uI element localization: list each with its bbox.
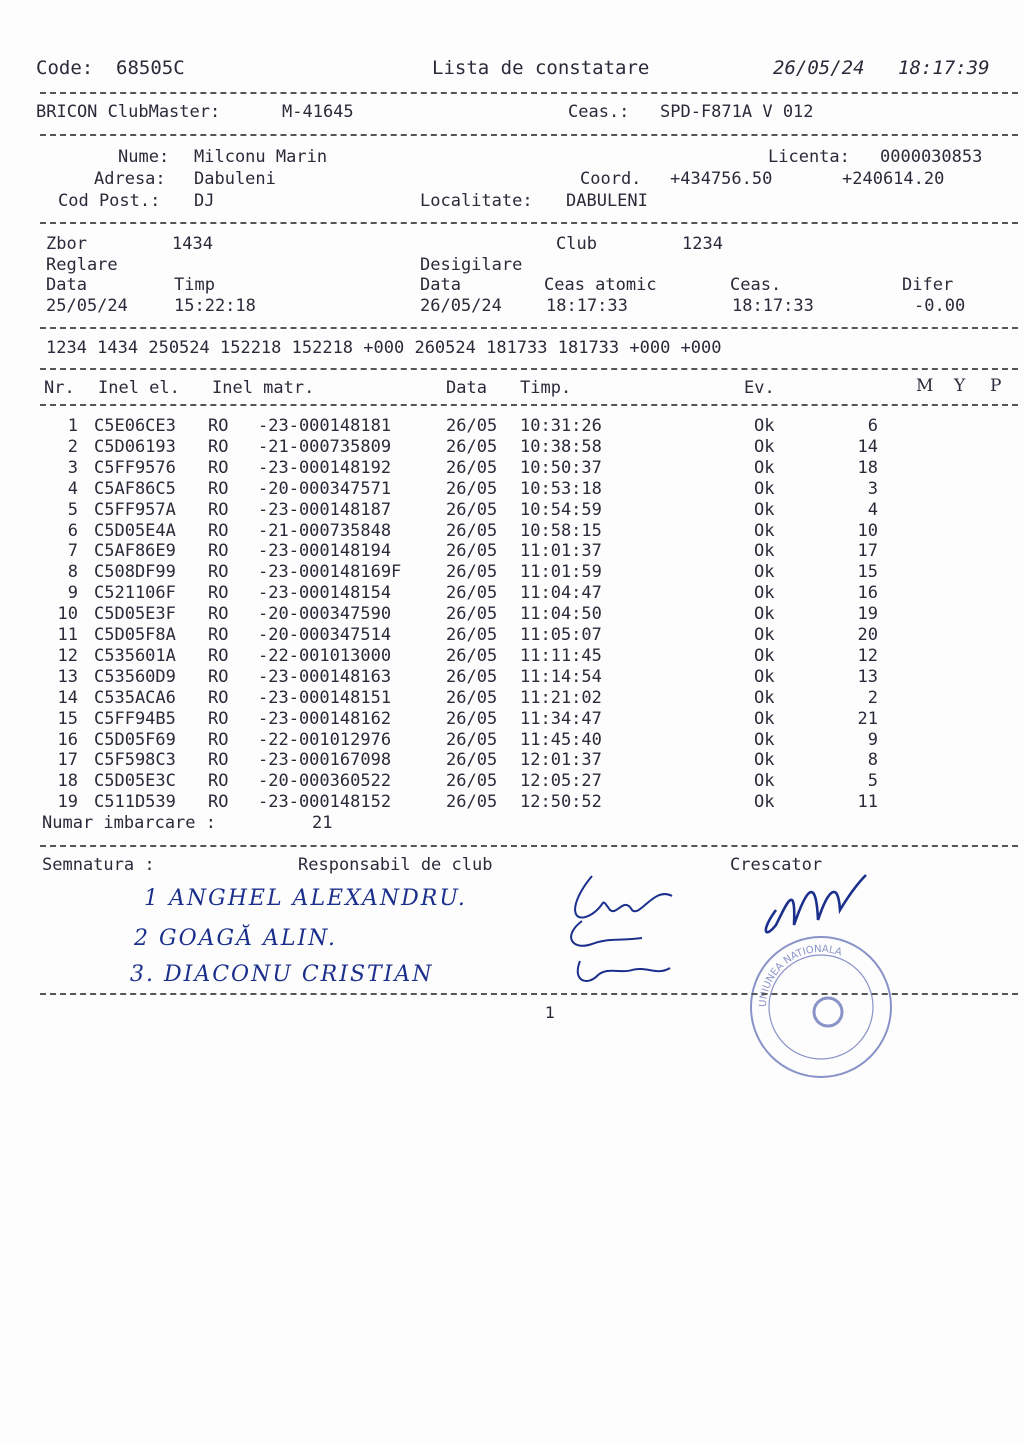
arrival-time: 10:31:26 bbox=[520, 416, 602, 436]
table-row bbox=[40, 541, 1000, 561]
electronic-ring: C5D05F8A bbox=[94, 625, 176, 645]
event-status: Ok bbox=[754, 792, 775, 813]
ring-country: RO bbox=[208, 499, 229, 520]
event-status: Ok bbox=[754, 478, 775, 499]
ring-country: RO bbox=[208, 583, 229, 604]
electronic-ring: C535601A bbox=[94, 645, 176, 666]
ring-country: RO bbox=[208, 625, 229, 645]
ring-number: -20-000360522 bbox=[258, 771, 392, 792]
electronic-ring: C511D539 bbox=[94, 792, 176, 813]
col-nr: Nr. bbox=[44, 378, 75, 398]
arrival-date: 26/05 bbox=[446, 771, 498, 792]
ring-country: RO bbox=[208, 541, 229, 562]
clubmaster-label: BRICON ClubMaster: bbox=[36, 102, 221, 122]
divider bbox=[40, 327, 1018, 329]
position: 12 bbox=[857, 645, 878, 666]
event-status: Ok bbox=[754, 750, 775, 771]
arrival-time: 11:34:47 bbox=[520, 708, 602, 729]
arrival-date: 26/05 bbox=[446, 562, 498, 583]
col-m: M bbox=[916, 376, 934, 396]
ring-country: RO bbox=[208, 562, 229, 583]
col-p: P bbox=[990, 376, 1002, 396]
event-status: Ok bbox=[754, 520, 775, 541]
arrival-time: 11:01:59 bbox=[520, 562, 602, 583]
licenta-label: Licenta: bbox=[768, 147, 850, 167]
event-status: Ok bbox=[754, 457, 775, 478]
semnatura-label: Semnatura : bbox=[42, 855, 155, 875]
ring-number: -23-000148152 bbox=[258, 792, 392, 813]
zbor-value: 1434 bbox=[172, 234, 213, 254]
event-status: Ok bbox=[754, 625, 775, 645]
position: 21 bbox=[857, 708, 878, 729]
difer-label: Difer bbox=[902, 275, 954, 295]
arrival-time: 10:38:58 bbox=[520, 436, 602, 457]
event-status: Ok bbox=[754, 708, 775, 729]
position: 9 bbox=[867, 729, 878, 750]
ring-number: -20-000347571 bbox=[258, 478, 392, 499]
imbarcare-label: Numar imbarcare : bbox=[42, 813, 216, 833]
ring-number: -23-000148169F bbox=[258, 562, 402, 583]
ring-number: -23-000167098 bbox=[258, 750, 392, 771]
ring-country: RO bbox=[208, 729, 229, 750]
arrival-date: 26/05 bbox=[446, 708, 498, 729]
row-number: 6 bbox=[67, 520, 78, 541]
row-number: 3 bbox=[67, 457, 78, 478]
position: 6 bbox=[867, 416, 878, 436]
arrival-time: 10:54:59 bbox=[520, 499, 602, 520]
arrival-time: 11:21:02 bbox=[520, 687, 602, 708]
arrival-date: 26/05 bbox=[446, 645, 498, 666]
club-signatures-icon bbox=[562, 866, 682, 996]
ceas-label: Ceas.: bbox=[568, 102, 630, 122]
event-status: Ok bbox=[754, 583, 775, 604]
electronic-ring: C53560D9 bbox=[94, 666, 176, 687]
divider bbox=[40, 404, 1018, 406]
ring-number: -23-000148151 bbox=[258, 687, 392, 708]
ring-country: RO bbox=[208, 750, 229, 771]
ring-number: -23-000148162 bbox=[258, 708, 392, 729]
ring-number: -21-000735848 bbox=[258, 520, 392, 541]
electronic-ring: C5AF86C5 bbox=[94, 478, 176, 499]
electronic-ring: C508DF99 bbox=[94, 562, 176, 583]
arrival-date: 26/05 bbox=[446, 750, 498, 771]
event-status: Ok bbox=[754, 604, 775, 625]
ring-country: RO bbox=[208, 478, 229, 499]
position: 13 bbox=[857, 666, 878, 687]
table-row bbox=[40, 521, 1000, 541]
localitate-label: Localitate: bbox=[420, 191, 533, 211]
ring-country: RO bbox=[208, 457, 229, 478]
position: 18 bbox=[857, 457, 878, 478]
ring-number: -22-001013000 bbox=[258, 645, 392, 666]
arrival-time: 10:53:18 bbox=[520, 478, 602, 499]
page-number: 1 bbox=[545, 1003, 556, 1022]
nume-value: Milconu Marin bbox=[194, 147, 328, 167]
responsabil-label: Responsabil de club bbox=[298, 855, 493, 875]
arrival-date: 26/05 bbox=[446, 687, 498, 708]
row-number: 4 bbox=[67, 478, 78, 499]
position: 8 bbox=[867, 750, 878, 771]
row-number: 17 bbox=[57, 750, 78, 771]
desig-ceas: 18:17:33 bbox=[732, 296, 814, 316]
ring-number: -23-000148187 bbox=[258, 499, 392, 520]
club-label: Club bbox=[556, 234, 597, 254]
coord-label: Coord. bbox=[580, 169, 642, 189]
table-row bbox=[40, 604, 1000, 624]
row-number: 8 bbox=[67, 562, 78, 583]
electronic-ring: C5D05F69 bbox=[94, 729, 176, 750]
ring-number: -23-000148181 bbox=[258, 416, 392, 436]
club-value: 1234 bbox=[682, 234, 723, 254]
ring-country: RO bbox=[208, 771, 229, 792]
col-inel-matr: Inel matr. bbox=[212, 378, 315, 398]
position: 16 bbox=[857, 583, 878, 604]
event-status: Ok bbox=[754, 541, 775, 562]
position: 4 bbox=[867, 499, 878, 520]
electronic-ring: C521106F bbox=[94, 583, 176, 604]
row-number: 15 bbox=[57, 708, 78, 729]
table-row bbox=[40, 479, 1000, 499]
electronic-ring: C5FF9576 bbox=[94, 457, 176, 478]
electronic-ring: C5FF957A bbox=[94, 499, 176, 520]
col-ev: Ev. bbox=[744, 378, 775, 398]
position: 20 bbox=[857, 625, 878, 645]
ring-number: -22-001012976 bbox=[258, 729, 392, 750]
adresa-label: Adresa: bbox=[94, 169, 166, 189]
reglare-label: Reglare bbox=[46, 255, 118, 275]
row-number: 19 bbox=[57, 792, 78, 813]
position: 5 bbox=[867, 771, 878, 792]
electronic-ring: C5AF86E9 bbox=[94, 541, 176, 562]
col-timp: Timp. bbox=[520, 378, 572, 398]
row-number: 2 bbox=[67, 436, 78, 457]
table-row bbox=[40, 583, 1000, 603]
arrival-time: 11:11:45 bbox=[520, 645, 602, 666]
zbor-label: Zbor bbox=[46, 234, 87, 254]
ring-number: -21-000735809 bbox=[258, 436, 392, 457]
ring-number: -23-000148154 bbox=[258, 583, 392, 604]
reglare-timp-label: Timp bbox=[174, 275, 215, 295]
position: 10 bbox=[857, 520, 878, 541]
clubmaster-value: M-41645 bbox=[282, 102, 354, 122]
ring-country: RO bbox=[208, 436, 229, 457]
header-time: 18:17:39 bbox=[898, 57, 990, 79]
document-title: Lista de constatare bbox=[432, 57, 650, 79]
row-number: 13 bbox=[57, 666, 78, 687]
ring-country: RO bbox=[208, 666, 229, 687]
col-data: Data bbox=[446, 378, 487, 398]
ring-number: -23-000148163 bbox=[258, 666, 392, 687]
divider bbox=[40, 222, 1018, 224]
reglare-data: 25/05/24 bbox=[46, 296, 128, 316]
arrival-time: 11:45:40 bbox=[520, 729, 602, 750]
electronic-ring: C5FF94B5 bbox=[94, 708, 176, 729]
row-number: 10 bbox=[57, 604, 78, 625]
ring-country: RO bbox=[208, 645, 229, 666]
arrival-time: 12:05:27 bbox=[520, 771, 602, 792]
desig-data: 26/05/24 bbox=[420, 296, 502, 316]
arrival-date: 26/05 bbox=[446, 666, 498, 687]
licenta-value: 0000030853 bbox=[880, 147, 983, 167]
imbarcare-value: 21 bbox=[312, 813, 333, 833]
ring-number: -23-000148192 bbox=[258, 457, 392, 478]
arrival-date: 26/05 bbox=[446, 625, 498, 645]
event-status: Ok bbox=[754, 499, 775, 520]
col-y: Y bbox=[954, 376, 966, 396]
code-value: 68505C bbox=[116, 57, 185, 79]
arrival-time: 11:04:50 bbox=[520, 604, 602, 625]
ring-country: RO bbox=[208, 708, 229, 729]
codpost-label: Cod Post.: bbox=[58, 191, 161, 211]
row-number: 7 bbox=[67, 541, 78, 562]
arrival-date: 26/05 bbox=[446, 604, 498, 625]
table-row bbox=[40, 771, 1000, 791]
position: 11 bbox=[857, 792, 878, 813]
ring-country: RO bbox=[208, 792, 229, 813]
arrival-date: 26/05 bbox=[446, 520, 498, 541]
row-number: 5 bbox=[67, 499, 78, 520]
electronic-ring: C5D05E3C bbox=[94, 771, 176, 792]
nume-label: Nume: bbox=[118, 147, 170, 167]
arrival-date: 26/05 bbox=[446, 478, 498, 499]
arrival-time: 12:01:37 bbox=[520, 750, 602, 771]
position: 2 bbox=[867, 687, 878, 708]
event-status: Ok bbox=[754, 416, 775, 436]
electronic-ring: C5E06CE3 bbox=[94, 416, 176, 436]
divider bbox=[40, 92, 1018, 94]
divider bbox=[40, 993, 1018, 995]
summary-line: 1234 1434 250524 152218 152218 +000 260524 181733 181733 +000 +000 bbox=[46, 338, 722, 358]
event-status: Ok bbox=[754, 771, 775, 792]
table-row bbox=[40, 500, 1000, 520]
desig-ceas-label: Ceas. bbox=[730, 275, 782, 295]
row-number: 16 bbox=[57, 729, 78, 750]
arrival-time: 11:05:07 bbox=[520, 625, 602, 645]
table-row bbox=[40, 416, 1000, 436]
ring-country: RO bbox=[208, 520, 229, 541]
table-row bbox=[40, 562, 1000, 582]
table-row bbox=[40, 458, 1000, 478]
arrival-date: 26/05 bbox=[446, 457, 498, 478]
arrival-time: 10:50:37 bbox=[520, 457, 602, 478]
arrival-date: 26/05 bbox=[446, 729, 498, 750]
code-label: Code: bbox=[36, 57, 94, 79]
row-number: 14 bbox=[57, 687, 78, 708]
arrival-time: 11:01:37 bbox=[520, 541, 602, 562]
event-status: Ok bbox=[754, 562, 775, 583]
desig-data-label: Data bbox=[420, 275, 461, 295]
stamp-text: UNIUNEA NATIONALA bbox=[757, 943, 844, 1008]
header-date: 26/05/24 bbox=[773, 57, 865, 79]
table-row bbox=[40, 709, 1000, 729]
adresa-value: Dabuleni bbox=[194, 169, 276, 189]
arrival-time: 11:14:54 bbox=[520, 666, 602, 687]
table-row bbox=[40, 750, 1000, 770]
table-row bbox=[40, 667, 1000, 687]
ring-country: RO bbox=[208, 687, 229, 708]
arrival-time: 12:50:52 bbox=[520, 792, 602, 813]
ring-country: RO bbox=[208, 604, 229, 625]
table-row bbox=[40, 730, 1000, 750]
event-status: Ok bbox=[754, 729, 775, 750]
divider bbox=[40, 134, 1018, 136]
col-inel-el: Inel el. bbox=[98, 378, 180, 398]
arrival-date: 26/05 bbox=[446, 436, 498, 457]
arrival-date: 26/05 bbox=[446, 416, 498, 436]
table-row bbox=[40, 646, 1000, 666]
row-number: 1 bbox=[67, 416, 78, 436]
ring-number: -23-000148194 bbox=[258, 541, 392, 562]
handwritten-name-3: 3. DIACONU CRISTIAN bbox=[130, 962, 434, 987]
electronic-ring: C535ACA6 bbox=[94, 687, 176, 708]
position: 17 bbox=[857, 541, 878, 562]
desigilare-label: Desigilare bbox=[420, 255, 523, 275]
reglare-data-label: Data bbox=[46, 275, 87, 295]
event-status: Ok bbox=[754, 687, 775, 708]
divider bbox=[40, 845, 1018, 847]
arrival-date: 26/05 bbox=[446, 541, 498, 562]
row-number: 11 bbox=[57, 625, 78, 645]
table-row bbox=[40, 792, 1000, 812]
desig-atomic: 18:17:33 bbox=[546, 296, 628, 316]
electronic-ring: C5D05E4A bbox=[94, 520, 176, 541]
difer-value: -0.00 bbox=[914, 296, 966, 316]
position: 15 bbox=[857, 562, 878, 583]
electronic-ring: C5D06193 bbox=[94, 436, 176, 457]
event-status: Ok bbox=[754, 645, 775, 666]
arrival-date: 26/05 bbox=[446, 583, 498, 604]
ceas-atomic-label: Ceas atomic bbox=[544, 275, 657, 295]
row-number: 12 bbox=[57, 645, 78, 666]
position: 14 bbox=[857, 436, 878, 457]
divider bbox=[40, 368, 1018, 370]
ceas-value: SPD-F871A V 012 bbox=[660, 102, 814, 122]
codpost-value: DJ bbox=[194, 191, 215, 211]
arrival-date: 26/05 bbox=[446, 499, 498, 520]
ring-number: -20-000347514 bbox=[258, 625, 392, 645]
stamp-icon bbox=[746, 932, 896, 1082]
row-number: 18 bbox=[57, 771, 78, 792]
event-status: Ok bbox=[754, 666, 775, 687]
localitate-value: DABULENI bbox=[566, 191, 648, 211]
table-row bbox=[40, 437, 1000, 457]
table-row bbox=[40, 625, 1000, 645]
coord-lat: +434756.50 bbox=[670, 169, 773, 189]
reglare-timp: 15:22:18 bbox=[174, 296, 256, 316]
position: 3 bbox=[867, 478, 878, 499]
coord-lon: +240614.20 bbox=[842, 169, 945, 189]
event-status: Ok bbox=[754, 436, 775, 457]
handwritten-name-1: 1 ANGHEL ALEXANDRU. bbox=[144, 886, 467, 911]
electronic-ring: C5D05E3F bbox=[94, 604, 176, 625]
ring-number: -20-000347590 bbox=[258, 604, 392, 625]
ring-country: RO bbox=[208, 416, 229, 436]
electronic-ring: C5F598C3 bbox=[94, 750, 176, 771]
position: 19 bbox=[857, 604, 878, 625]
row-number: 9 bbox=[67, 583, 78, 604]
arrival-time: 10:58:15 bbox=[520, 520, 602, 541]
handwritten-name-2: 2 GOAGĂ ALIN. bbox=[134, 926, 337, 951]
table-row bbox=[40, 688, 1000, 708]
arrival-date: 26/05 bbox=[446, 792, 498, 813]
crescator-label: Crescator bbox=[730, 855, 823, 875]
arrival-time: 11:04:47 bbox=[520, 583, 602, 604]
